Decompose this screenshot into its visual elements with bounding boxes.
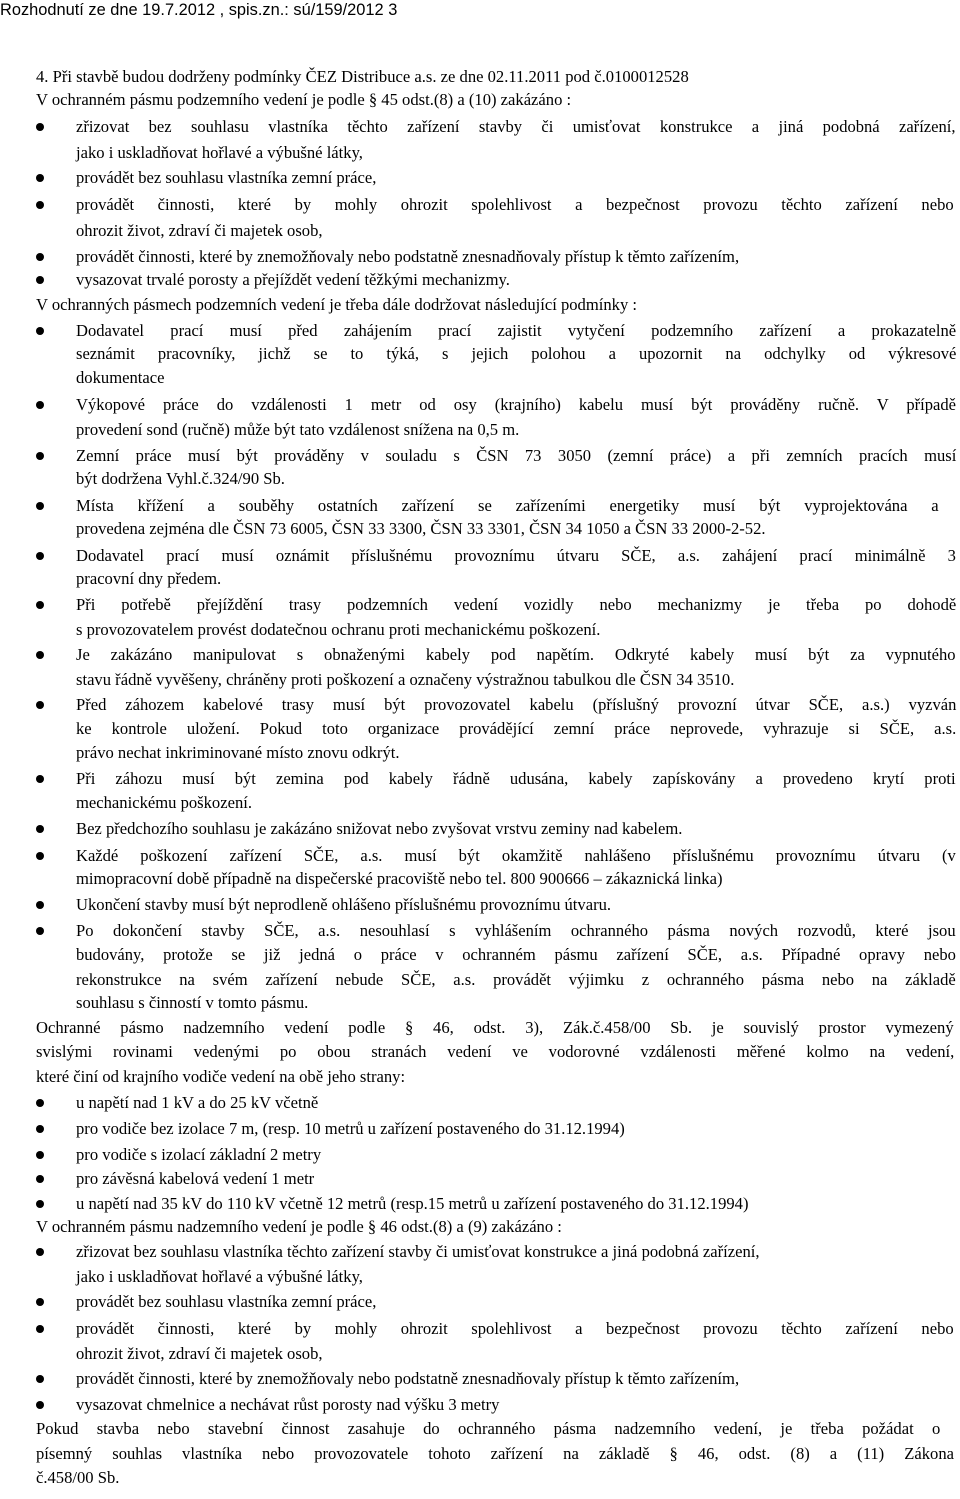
list-item: Každé poškození zařízení SČE, a.s. musí být okamžitě nahlášeno příslušnému provoznímu útvaru (v xyxy=(76,846,956,865)
bullet-icon xyxy=(36,276,44,284)
bullet-icon xyxy=(36,1200,44,1208)
bullet-icon xyxy=(36,327,44,335)
bullet-icon xyxy=(36,174,44,182)
list-item: Výkopové práce do vzdálenosti 1 metr od osy (krajního) kabelu musí být prováděny ručně. V případě xyxy=(76,395,957,414)
list-item: provádět činnosti, které by znemožňovaly nebo podstatně znesnadňovaly přístup k těmto zařízením, xyxy=(76,247,740,266)
bullet-icon xyxy=(36,401,44,409)
text-line: s provozovatelem provést dodatečnou ochranu proti mechanickému poškození. xyxy=(76,620,601,639)
bullet-icon xyxy=(36,701,44,709)
bullet-icon xyxy=(36,1401,44,1409)
bullet-icon xyxy=(36,901,44,909)
bullet-icon xyxy=(36,1248,44,1256)
text-line: písemný souhlas vlastníka nebo provozovatele tohoto zařízení na základě § 46, odst. (8) a (11) Zákona xyxy=(36,1444,954,1463)
text-line: V ochranném pásmu nadzemního vedení je podle § 46 odst.(8) a (9) zakázáno : xyxy=(36,1217,562,1236)
list-item: pro vodiče s izolací základní 2 metry xyxy=(76,1145,322,1164)
text-line: mechanickému poškození. xyxy=(76,793,253,812)
text-line: právo nechat inkriminované místo znovu odkrýt. xyxy=(76,743,400,762)
text-line: souhlasu s činností v tomto pásmu. xyxy=(76,993,309,1012)
text-line: pracovní dny předem. xyxy=(76,569,222,588)
bullet-icon xyxy=(36,601,44,609)
list-item: Bez předchozího souhlasu je zakázáno snižovat nebo zvyšovat vrstvu zeminy nad kabelem. xyxy=(76,819,683,838)
list-item: Dodavatel prací musí oznámit příslušnému provoznímu útvaru SČE, a.s. zahájení prací minimálně 3 xyxy=(76,546,956,565)
list-item: zřizovat bez souhlasu vlastníka těchto zařízení stavby či umisťovat konstrukce a jiná podobná zařízení, xyxy=(76,1242,760,1261)
list-item: Ukončení stavby musí být neprodleně ohlášeno příslušnému provoznímu útvaru. xyxy=(76,895,612,914)
bullet-icon xyxy=(36,1125,44,1133)
bullet-icon xyxy=(36,775,44,783)
bullet-icon xyxy=(36,825,44,833)
text-line: které činí od krajního vodiče vedení na obě jeho strany: xyxy=(36,1067,406,1086)
bullet-icon xyxy=(36,1099,44,1107)
text-line: ke kontrole uložení. Pokud toto organizace provádějící zemní práce neprovede, vyhrazuje si SČE, a.s. xyxy=(76,719,957,738)
text-line: Ochranné pásmo nadzemního vedení podle § 46, odst. 3), Zák.č.458/00 Sb. je souvislý prostor vymezený xyxy=(36,1018,954,1037)
list-item: Při záhozu musí být zemina pod kabely řádně udusána, kabely zapískovány a provedeno krytí proti xyxy=(76,769,956,788)
list-item: Dodavatel prací musí před zahájením prací zajistit vytyčení podzemního zařízení a prokazatelně xyxy=(76,321,957,340)
text-line: V ochranném pásmu podzemního vedení je podle § 45 odst.(8) a (10) zakázáno : xyxy=(36,90,572,109)
bullet-icon xyxy=(36,1298,44,1306)
text-line: být dodržena Vyhl.č.324/90 Sb. xyxy=(76,469,285,488)
text-line: seznámit pracovníky, jichž se to týká, s jejich polohou a upozornit na odchylky od výkresové xyxy=(76,344,957,363)
list-item: provádět činnosti, které by mohly ohrozit spolehlivost a bezpečnost provozu těchto zařízení nebo xyxy=(76,1319,954,1338)
list-item: zřizovat bez souhlasu vlastníka těchto zařízení stavby či umisťovat konstrukce a jiná podobná zařízení, xyxy=(76,117,956,136)
text-line: dokumentace xyxy=(76,368,165,387)
list-item: provádět bez souhlasu vlastníka zemní práce, xyxy=(76,168,377,187)
list-item: provádět bez souhlasu vlastníka zemní práce, xyxy=(76,1292,377,1311)
text-line: budovány, protože se již jedná o práce v ochranném pásmu zařízení SČE, a.s. Případné opravy nebo xyxy=(76,945,956,964)
text-line: 4. Při stavbě budou dodrženy podmínky ČEZ Distribuce a.s. ze dne 02.11.2011 pod č.0100012528 xyxy=(36,67,689,86)
text-line: provedení sond (ručně) může být tato vzdálenost snížena na 0,5 m. xyxy=(76,420,520,439)
bullet-icon xyxy=(36,1375,44,1383)
list-item: Zemní práce musí být prováděny v souladu s ČSN 73 3050 (zemní práce) a při zemních pracích musí xyxy=(76,446,957,465)
bullet-icon xyxy=(36,651,44,659)
text-line: rekonstrukce na svém zařízení nebude SČE, a.s. provádět výjimku z ochranného pásma nebo na základě xyxy=(76,970,956,989)
list-item: u napětí nad 35 kV do 110 kV včetně 12 metrů (resp.15 metrů u zařízení postaveného do 31.12.1994) xyxy=(76,1194,749,1213)
bullet-icon xyxy=(36,253,44,261)
bullet-icon xyxy=(36,123,44,131)
list-item: pro závěsná kabelová vedení 1 metr xyxy=(76,1169,315,1188)
list-item: Po dokončení stavby SČE, a.s. nesouhlasí s vyhlášením ochranného pásma nových rozvodů, které jsou xyxy=(76,921,956,940)
text-line: V ochranných pásmech podzemních vedení je třeba dále dodržovat následující podmínky : xyxy=(36,295,638,314)
text-line: jako i uskladňovat hořlavé a výbušné látky, xyxy=(76,143,363,162)
list-item: provádět činnosti, které by znemožňovaly nebo podstatně znesnadňovaly přístup k těmto zařízením, xyxy=(76,1369,740,1388)
text-line: ohrozit život, zdraví či majetek osob, xyxy=(76,1344,323,1363)
list-item: Při potřebě přejíždění trasy podzemních vedení vozidly nebo mechanizmy je třeba po dohodě xyxy=(76,595,957,614)
list-item: Místa křížení a souběhy ostatních zařízení se zařízeními energetiky musí být vyprojektována a xyxy=(76,496,939,515)
list-item: u napětí nad 1 kV a do 25 kV včetně xyxy=(76,1093,319,1112)
bullet-icon xyxy=(36,502,44,510)
bullet-icon xyxy=(36,201,44,209)
list-item: vysazovat chmelnice a nechávat růst porosty nad výšku 3 metry xyxy=(76,1395,500,1414)
text-line: č.458/00 Sb. xyxy=(36,1468,120,1487)
list-item: provádět činnosti, které by mohly ohrozit spolehlivost a bezpečnost provozu těchto zařízení nebo xyxy=(76,195,954,214)
bullet-icon xyxy=(36,1325,44,1333)
text-line: svislými rovinami vedenými po obou stranách vedení ve vodorovné vzdálenosti měřené kolmo na vedení, xyxy=(36,1042,955,1061)
list-item: Před záhozem kabelové trasy musí být provozovatel kabelu (příslušný provozní útvar SČE, a.s.) vyzván xyxy=(76,695,957,714)
text-line: ohrozit život, zdraví či majetek osob, xyxy=(76,221,323,240)
text-line: Pokud stavba nebo stavební činnost zasahuje do ochranného pásma nadzemního vedení, je třeba požádat o xyxy=(36,1419,941,1438)
list-item: Je zakázáno manipulovat s obnaženými kabely pod napětím. Odkryté kabely musí být za vypnutého xyxy=(76,645,956,664)
bullet-icon xyxy=(36,1151,44,1159)
bullet-icon xyxy=(36,552,44,560)
page-header: Rozhodnutí ze dne 19.7.2012 , spis.zn.: sú/159/2012 3 xyxy=(0,1,398,19)
text-line: stavu řádně vyvěšeny, chráněny proti poškození a označeny výstražnou tabulkou dle ČSN 34 3510. xyxy=(76,670,735,689)
bullet-icon xyxy=(36,1175,44,1183)
text-line: provedena zejména dle ČSN 73 6005, ČSN 33 3300, ČSN 33 3301, ČSN 34 1050 a ČSN 33 2000-2-52. xyxy=(76,519,766,538)
list-item: pro vodiče bez izolace 7 m, (resp. 10 metrů u zařízení postaveného do 31.12.1994) xyxy=(76,1119,625,1138)
text-line: mimopracovní době případně na dispečerské pracoviště nebo tel. 800 900666 – zákaznická linka) xyxy=(76,869,723,888)
bullet-icon xyxy=(36,852,44,860)
bullet-icon xyxy=(36,927,44,935)
bullet-icon xyxy=(36,452,44,460)
text-line: jako i uskladňovat hořlavé a výbušné látky, xyxy=(76,1267,363,1286)
list-item: vysazovat trvalé porosty a přejíždět vedení těžkými mechanizmy. xyxy=(76,270,510,289)
